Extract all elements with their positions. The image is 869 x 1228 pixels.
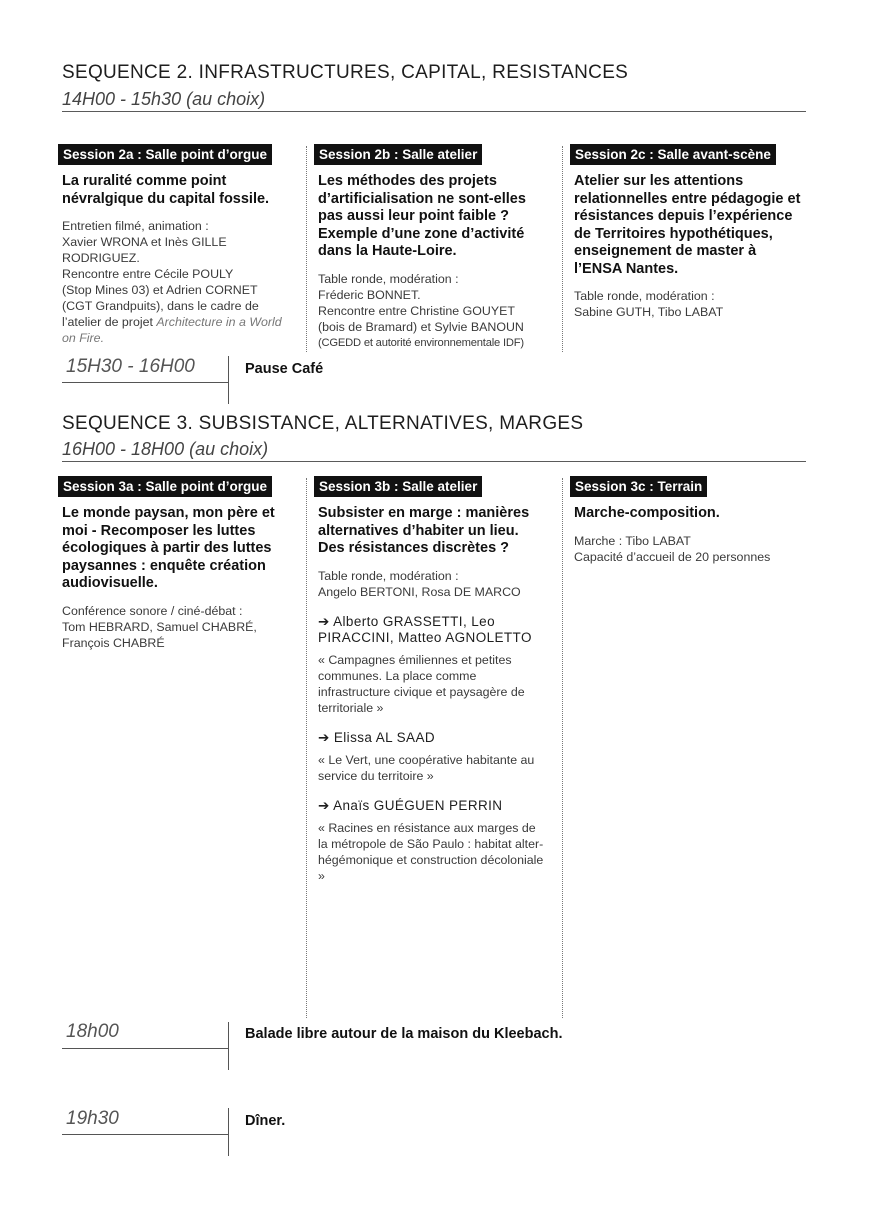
session-3a-title: Le monde paysan, mon père et moi - Recomposer les luttes écologiques à partir des luttes paysannes : enquête création audiovisuelle.: [62, 505, 275, 591]
talk-2-description: « Le Vert, une coopérative habitante au service du territoire »: [318, 752, 535, 783]
sequence-2-title: SEQUENCE 2. INFRASTRUCTURES, CAPITAL, RESISTANCES: [62, 62, 629, 83]
diner-label: Dîner.: [245, 1113, 286, 1129]
pause-label: Pause Café: [245, 361, 324, 377]
session-3c-badge: Session 3c : Terrain: [570, 476, 707, 497]
talk-authors: Elissa AL SAAD: [333, 729, 436, 745]
session-2c: [570, 146, 800, 320]
body-line: Xavier WRONA et Inès GILLE: [62, 235, 227, 249]
session-2c-badge: Session 2c : Salle avant-scène: [570, 144, 776, 165]
body-line: (Stop Mines 03) et Adrien CORNET: [62, 283, 258, 297]
balade-label: Balade libre autour de la maison du Kleebach.: [245, 1026, 563, 1042]
body-line: (CGEDD et autorité environnementale IDF): [318, 336, 524, 349]
body-line: François CHABRÉ: [62, 635, 165, 650]
body-line: Conférence sonore / ciné-débat :: [62, 603, 243, 618]
arrow-right-icon: ➔: [318, 613, 330, 629]
pause-vline: [228, 356, 229, 404]
talk-3-description: « Racines en résistance aux marges de la métropole de São Paulo : habitat alter-hégémonique et construction décoloniale »: [318, 820, 544, 883]
session-2c-body: [570, 288, 800, 320]
talk-2-authors: [318, 730, 544, 746]
talk-1-authors: [318, 614, 544, 646]
body-line: Marche : Tibo LABAT: [574, 533, 691, 548]
body-line: l’atelier de projet: [62, 315, 157, 329]
arrow-right-icon: ➔: [318, 797, 330, 813]
session-2b-title: Les méthodes des projets d’artificialisation ne sont-elles pas aussi leur point faible ? Exemple d’une zone d’activité dans la Haute-Loire.: [318, 173, 526, 259]
balade-vline: [228, 1022, 229, 1070]
talk-list: [314, 614, 544, 884]
session-2b: [314, 146, 544, 351]
sequence-3-rule: [62, 461, 806, 462]
talk-authors: Anaïs GUÉGUEN PERRIN: [333, 797, 503, 813]
session-3c-title: Marche-composition.: [574, 505, 720, 521]
body-line: Table ronde, modération :: [318, 271, 459, 286]
pause-time: 15H30 - 16H00: [66, 356, 195, 377]
body-line: RODRIGUEZ.: [62, 251, 140, 265]
talk-1-description: « Campagnes émiliennes et petites communes. La place comme infrastructure civique et paysagère de territoriale »: [318, 652, 525, 715]
session-3a-badge: Session 3a : Salle point d’orgue: [58, 476, 272, 497]
session-3a: [58, 478, 288, 651]
session-3c-body: [570, 533, 800, 565]
body-line: Rencontre entre Cécile POULY: [62, 267, 234, 281]
body-line: (bois de Bramard) et Sylvie BANOUN: [318, 319, 524, 334]
body-line: Sabine GUTH, Tibo LABAT: [574, 305, 724, 319]
session-3b: [314, 478, 544, 884]
body-line: Table ronde, modération :: [574, 289, 715, 303]
diner-vline: [228, 1108, 229, 1156]
session-3b-badge: Session 3b : Salle atelier: [314, 476, 482, 497]
session-2a-title: La ruralité comme point névralgique du capital fossile.: [62, 173, 270, 207]
body-line: Table ronde, modération :: [318, 568, 459, 583]
talk-authors: Alberto GRASSETTI, Leo PIRACCINI, Matteo AGNOLETTO: [318, 613, 532, 645]
pause-rule: [62, 382, 228, 383]
workshop-title: Architecture in a World on Fire.: [62, 315, 282, 345]
balade-rule: [62, 1048, 228, 1049]
session-2a-badge: Session 2a : Salle point d’orgue: [58, 144, 272, 165]
session-2a: [58, 146, 288, 346]
session-3b-body: [314, 568, 544, 600]
body-line: Capacité d’accueil de 20 personnes: [574, 549, 771, 564]
column-divider: [562, 478, 563, 1018]
arrow-right-icon: ➔: [318, 729, 330, 745]
sequence-2-rule: [62, 111, 806, 112]
session-3b-title: Subsister en marge : manières alternatives d’habiter un lieu. Des résistances discrètes ?: [318, 505, 530, 556]
sequence-3-title: SEQUENCE 3. SUBSISTANCE, ALTERNATIVES, MARGES: [62, 413, 584, 434]
sequence-3-time: 16H00 - 18H00 (au choix): [62, 439, 269, 459]
body-line: Tom HEBRARD, Samuel CHABRÉ,: [62, 619, 257, 634]
session-3c: [570, 478, 800, 565]
session-3a-body: [58, 603, 288, 651]
balade-time: 18h00: [66, 1021, 119, 1042]
session-2c-title: Atelier sur les attentions relationnelles entre pédagogie et résistances depuis l’expérience de Territoires hypothétiques, enseignement de master à l’ENSA Nantes.: [574, 173, 801, 277]
session-2b-body: [314, 271, 544, 351]
diner-time: 19h30: [66, 1108, 119, 1129]
session-2a-body: [58, 218, 288, 346]
talk-3-authors: [318, 798, 544, 814]
column-divider: [306, 146, 307, 352]
diner-rule: [62, 1134, 228, 1135]
column-divider: [562, 146, 563, 352]
column-divider: [306, 478, 307, 1018]
body-line: Entretien filmé, animation :: [62, 219, 209, 233]
sequence-2-time: 14H00 - 15h30 (au choix): [62, 89, 266, 109]
body-line: Rencontre entre Christine GOUYET: [318, 303, 515, 318]
body-line: Fréderic BONNET.: [318, 287, 421, 302]
body-line: Angelo BERTONI, Rosa DE MARCO: [318, 584, 521, 599]
session-2b-badge: Session 2b : Salle atelier: [314, 144, 482, 165]
body-line: (CGT Grandpuits), dans le cadre de: [62, 299, 259, 313]
